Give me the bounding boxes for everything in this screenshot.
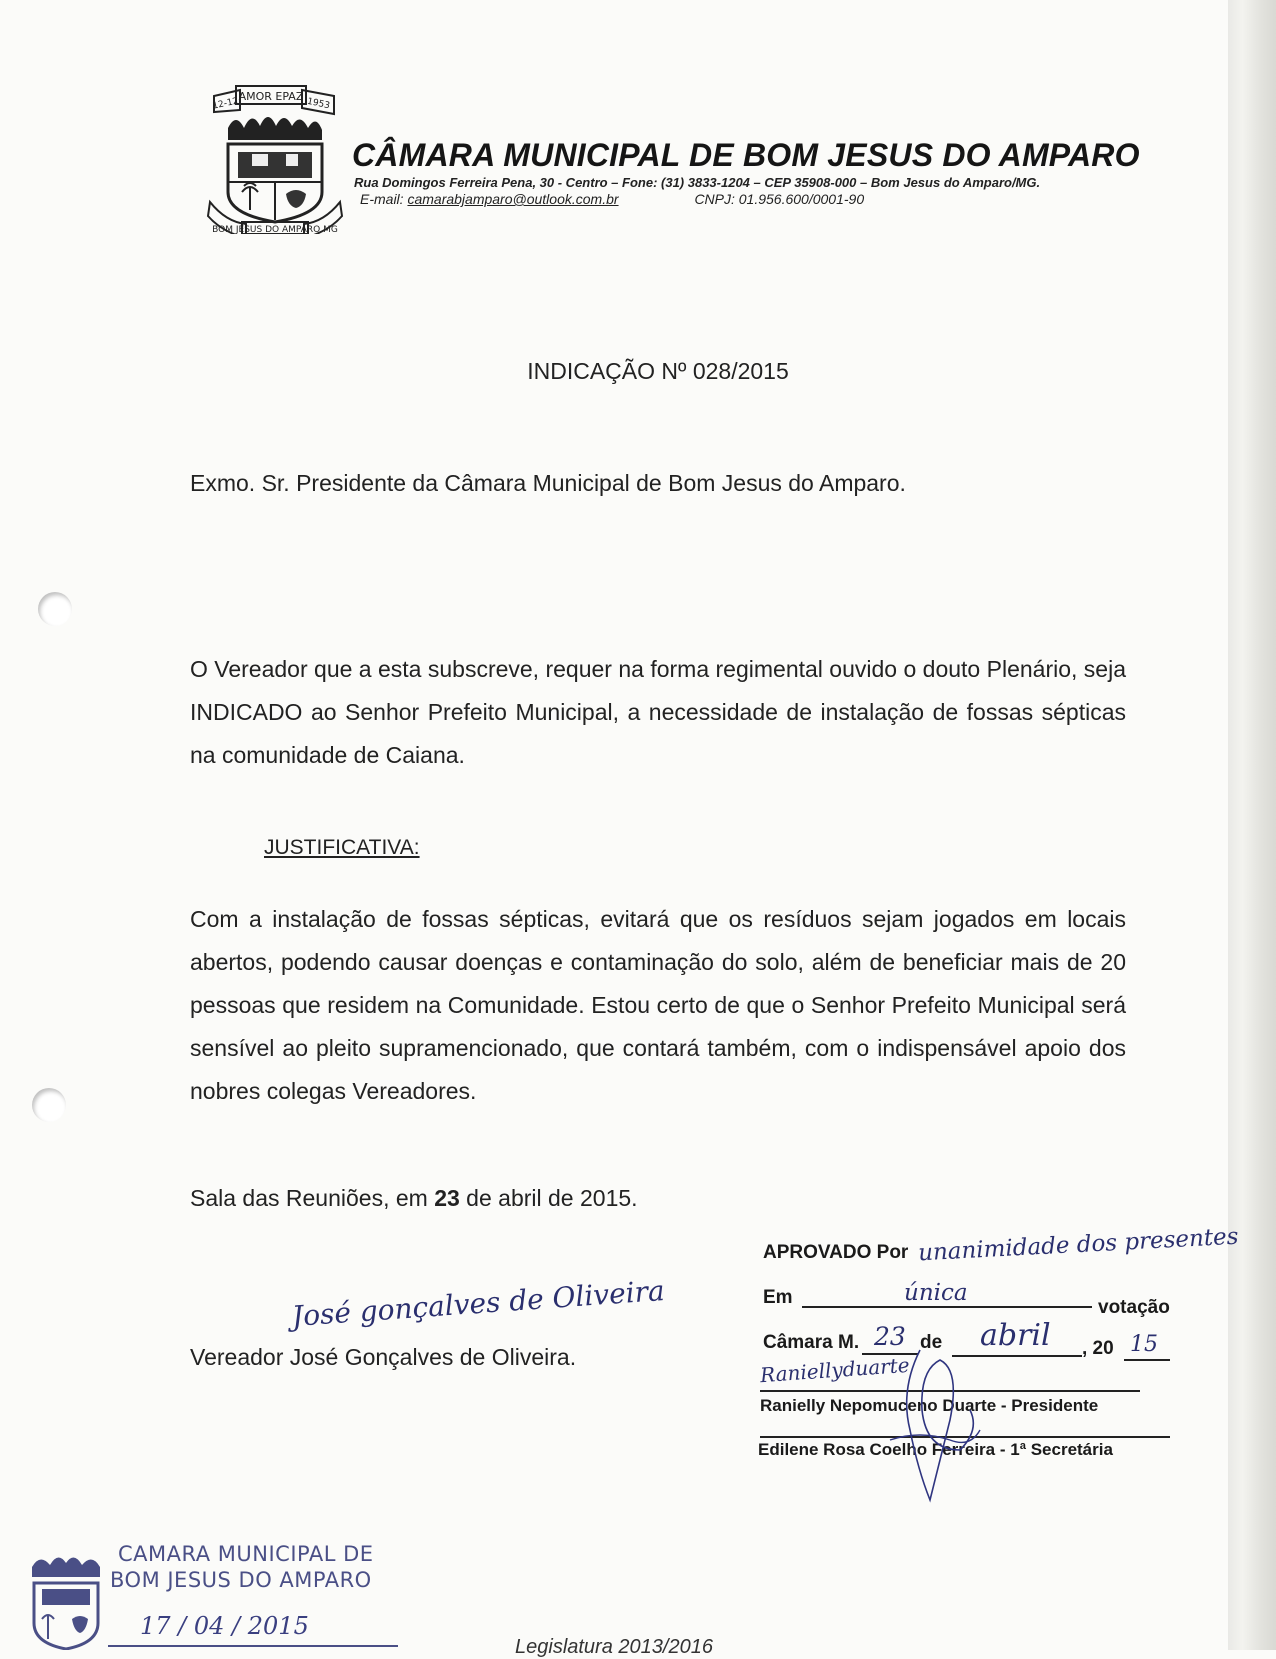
signatory-name: Vereador José Gonçalves de Oliveira. <box>190 1344 577 1370</box>
approved-by-label: APROVADO Por <box>763 1242 909 1263</box>
approval-year: 15 <box>1130 1332 1158 1357</box>
stamp-line-1: CAMARA MUNICIPAL DE <box>118 1542 374 1566</box>
punch-hole-bottom <box>32 1088 66 1122</box>
seal-text-left: 12-12 <box>211 96 240 112</box>
seal-text-top: AMOR EPAZ <box>238 90 304 103</box>
date-line-suffix: de abril de 2015. <box>459 1185 638 1211</box>
document-number: INDICAÇÃO Nº 028/2015 <box>527 358 789 384</box>
page-edge-shadow <box>1228 0 1276 1650</box>
secretary-name: Edilene Rosa Coelho Ferreira - 1ª Secretária <box>758 1440 1113 1459</box>
footer-legislature: Legislatura 2013/2016 <box>515 1636 713 1658</box>
request-paragraph: O Vereador que a esta subscreve, requer na forma regimental ouvido o douto Plenário, seja INDICADO ao Senhor Prefeito Municipal, a necessidade de instalação de fossas sépticas na comunidade de Caiana. <box>190 656 1126 768</box>
approval-month: abril <box>980 1318 1051 1353</box>
stamp-seal-logo <box>22 1543 106 1650</box>
punch-hole-top <box>38 592 72 626</box>
president-name: Ranielly Nepomuceno Duarte - Presidente <box>760 1396 1099 1415</box>
date-day: 23 <box>434 1185 460 1211</box>
justification-paragraph: Com a instalação de fossas sépticas, evitará que os resíduos sejam jogados em locais abertos, podendo causar doenças e contaminação do solo, além de beneficiar mais de 20 pessoas que residem na Comunidade. Estou certo de que o Senhor Prefeito Municipal será sensível ao pleito supramencionado, que contará também, com o indispensável apoio dos nobres colegas Vereadores. <box>190 906 1126 1104</box>
cnpj: CNPJ: 01.956.600/0001-90 <box>694 191 865 207</box>
header-address: Rua Domingos Ferreira Pena, 30 - Centro – Fone: (31) 3833-1204 – CEP 35908-000 – Bom Jesus do Amparo/MG. <box>354 175 1041 190</box>
year-underline <box>1124 1359 1170 1361</box>
email-link[interactable]: camarabjamparo@outlook.com.br <box>407 191 619 207</box>
justification-heading: JUSTIFICATIVA: <box>264 836 420 859</box>
councilor-signature: José gonçalves de Oliveira <box>290 1273 666 1333</box>
stamp-date: 17 / 04 / 2015 <box>140 1612 309 1640</box>
em-label: Em <box>763 1287 793 1308</box>
seal-text-bottom: BOM JESUS DO AMPARO MG <box>212 225 338 234</box>
stamp-date-underline <box>108 1645 398 1647</box>
votacao-label: votação <box>1098 1297 1170 1318</box>
header-contact-row <box>360 191 864 207</box>
year-prefix: , 20 <box>1082 1338 1114 1359</box>
date-line-prefix: Sala das Reuniões, em <box>190 1185 435 1211</box>
stamp-line-2: BOM JESUS DO AMPARO <box>110 1568 372 1592</box>
approval-day: 23 <box>874 1322 906 1351</box>
secretary-signature-scribble <box>880 1330 990 1510</box>
municipal-seal-logo <box>206 82 344 234</box>
approved-by-value: unanimidade dos presentes <box>917 1223 1240 1267</box>
header-title: CÂMARA MUNICIPAL DE BOM JESUS DO AMPARO <box>352 137 1140 173</box>
em-underline <box>802 1306 1092 1308</box>
president-signature: Raniellyduarte <box>759 1352 911 1388</box>
seal-text-right: 1953 <box>306 96 331 112</box>
date-line <box>190 1185 638 1212</box>
em-value: única <box>904 1280 968 1306</box>
camara-label: Câmara M. <box>763 1332 860 1353</box>
email-label: E-mail: <box>360 191 404 207</box>
de-label: de <box>920 1332 943 1353</box>
salutation: Exmo. Sr. Presidente da Câmara Municipal de Bom Jesus do Amparo. <box>190 470 906 496</box>
